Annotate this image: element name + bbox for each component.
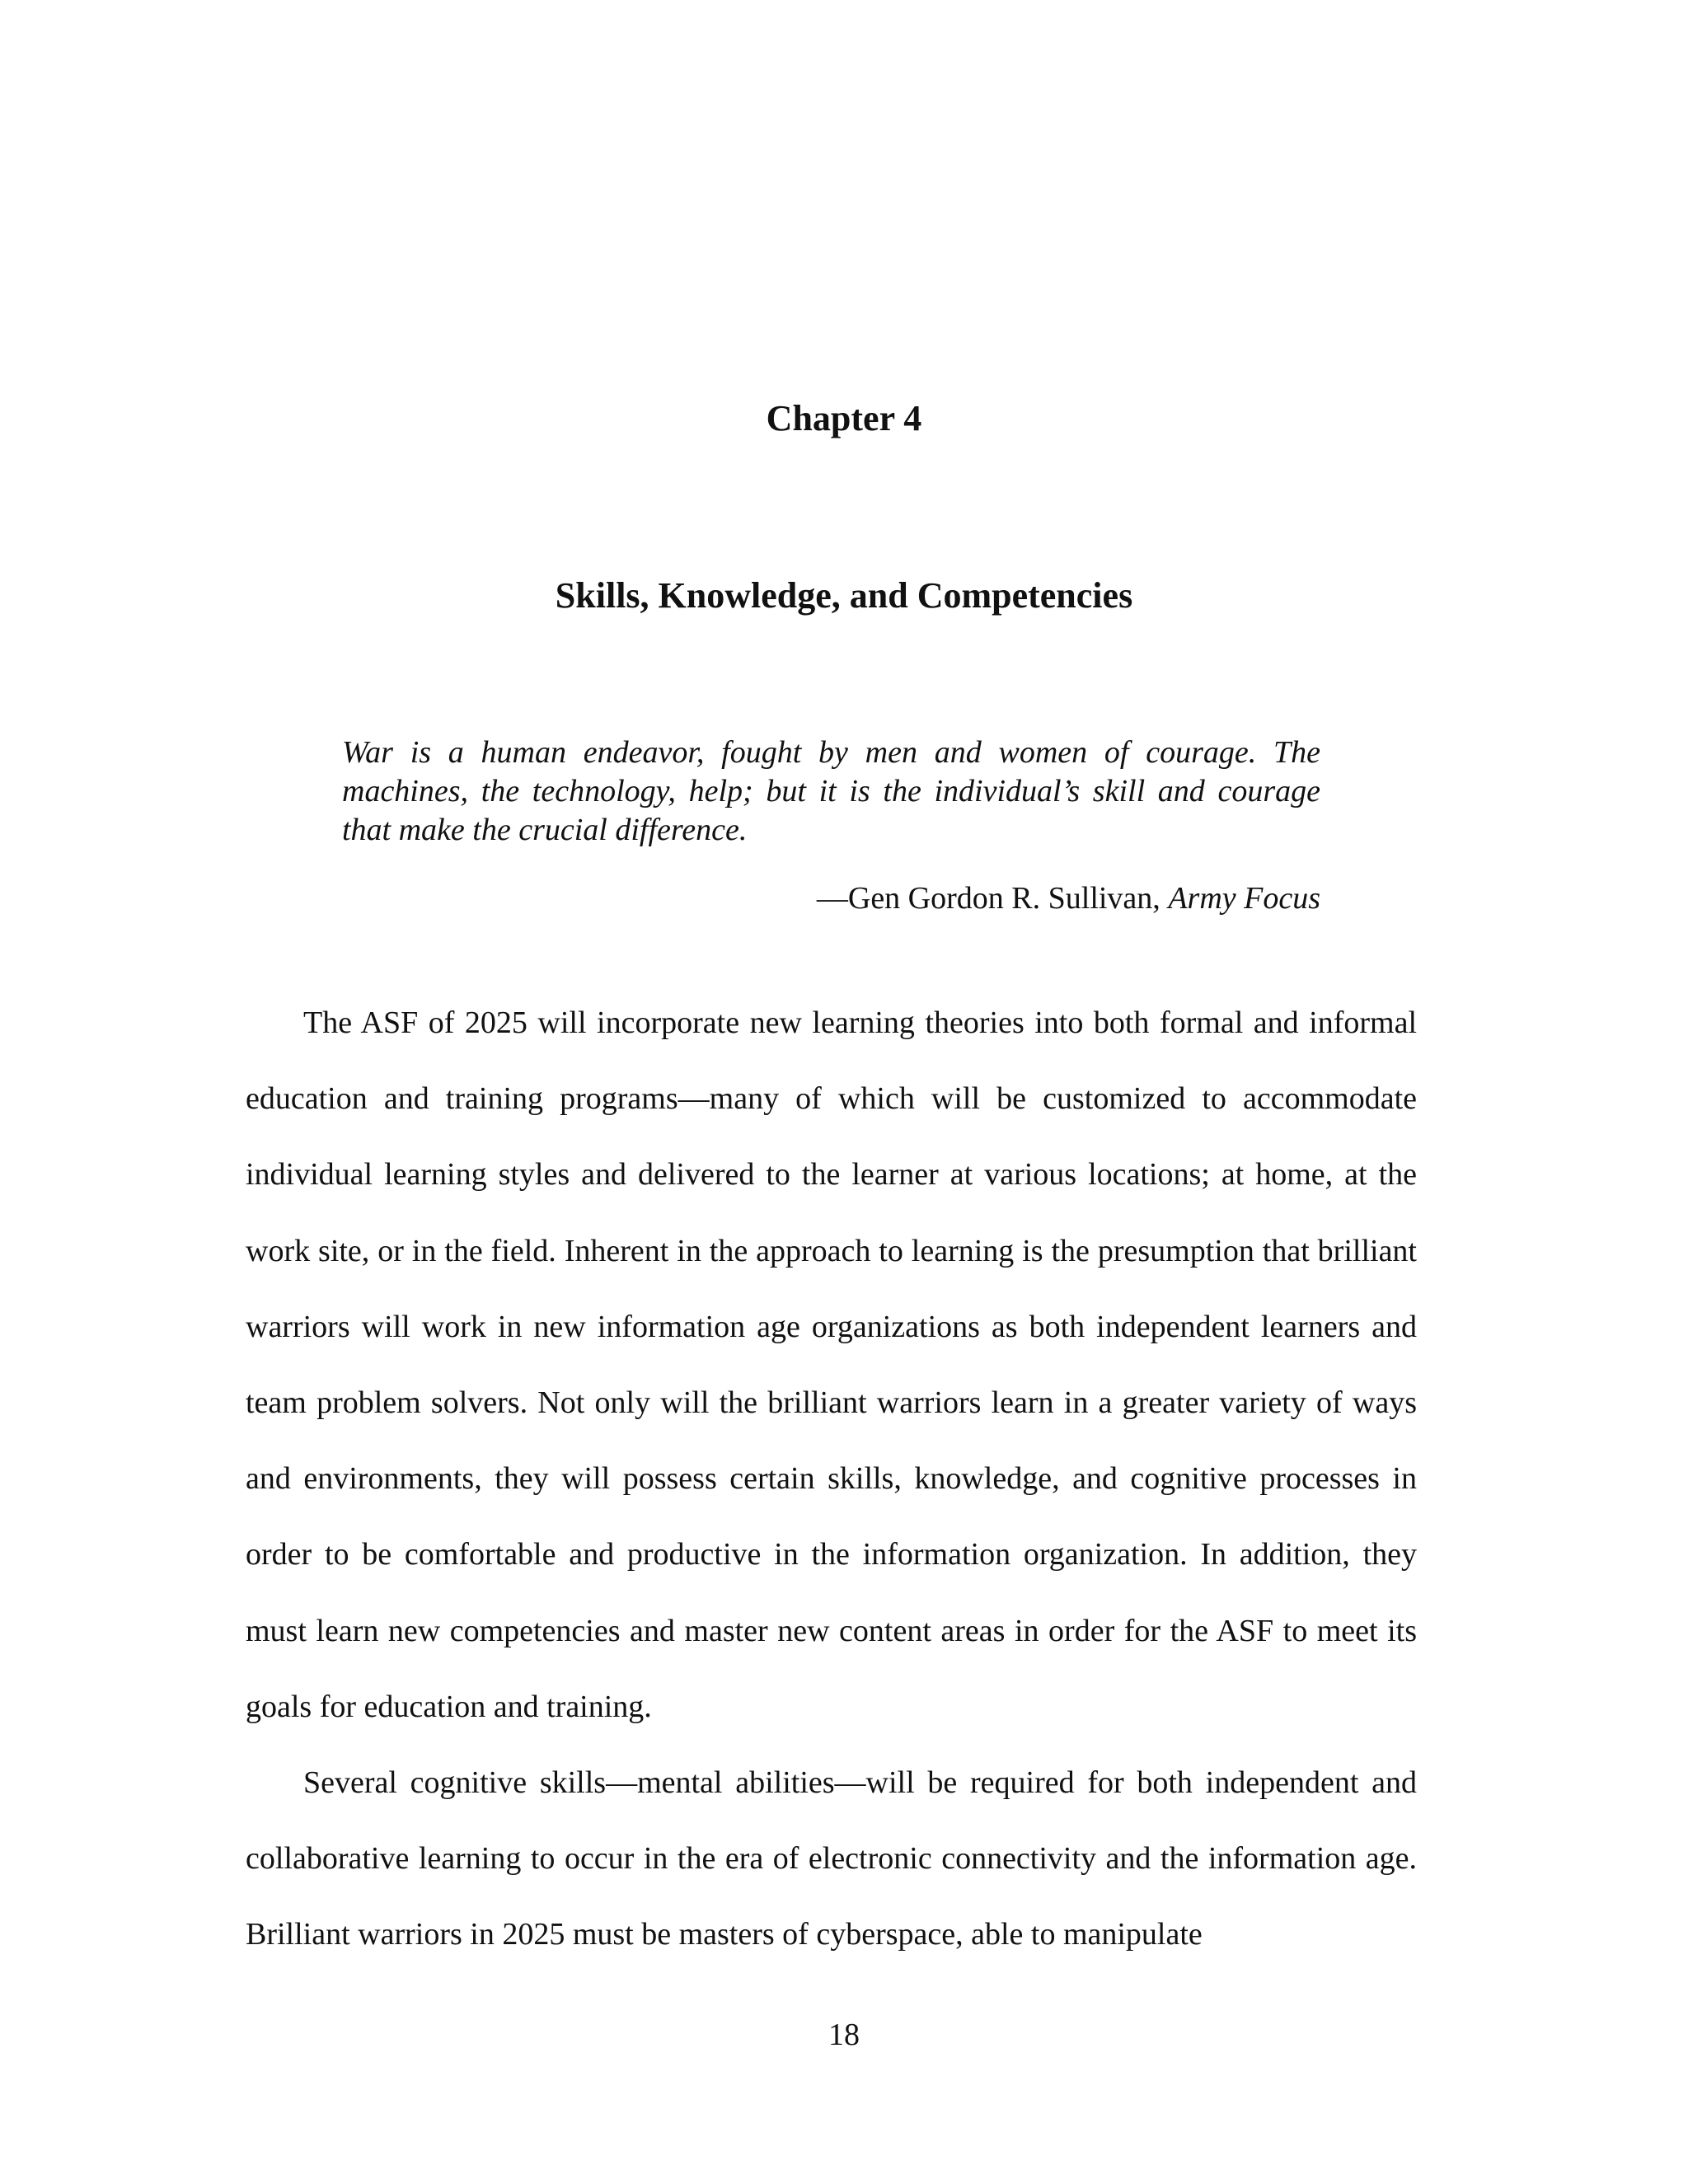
body-paragraph-1: The ASF of 2025 will incorporate new learning theories into both formal and informal education and training programs—many of which will be customized to accommodate individual learning styles and delivered to the learner at various locations; at home, at the work site, or in the field. Inherent in the approach to learning is the presumption that brilliant warriors will work in new information age organizations as both independent learners and team problem solvers. Not only will the brilliant warriors learn in a greater variety of ways and environments, they will possess certain skills, knowledge, and cognitive processes in order to be comfortable and productive in the information organization. In addition, they must learn new competencies and master new content areas in order for the ASF to meet its goals for education and training. xyxy=(246,1005,1417,1724)
epigraph-attribution xyxy=(342,879,1320,918)
epigraph-quote: War is a human endeavor, fought by men and women of courage. The machines, the technology, help; but it is the individual’s skill and courage that make the crucial difference. xyxy=(342,735,1320,847)
chapter-label: Chapter 4 xyxy=(766,398,922,438)
page-number: 18 xyxy=(828,2018,860,2052)
chapter-title: Skills, Knowledge, and Competencies xyxy=(555,575,1133,616)
body-paragraph-2: Several cognitive skills—mental abilities—will be required for both independent and collaborative learning to occur in the era of electronic connectivity and the information age. Brilliant warriors in 2025 must be masters of cyberspace, able to manipulate xyxy=(246,1765,1417,1952)
attribution-author: —Gen Gordon R. Sullivan, xyxy=(816,881,1169,916)
attribution-source: Army Focus xyxy=(1168,881,1320,916)
body-text xyxy=(246,985,1417,1973)
epigraph xyxy=(342,733,1320,918)
